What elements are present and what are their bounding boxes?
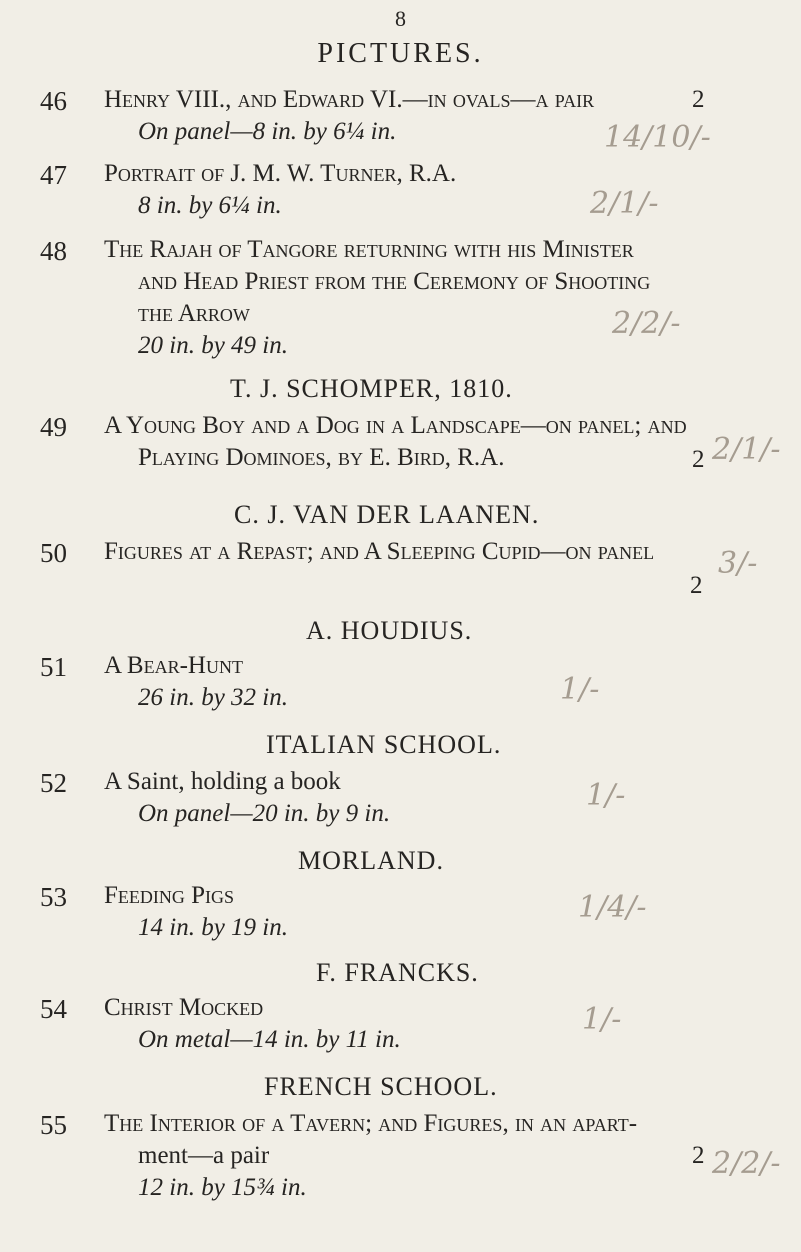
lot-title-cont: and Head Priest from the Ceremony of Shooting: [138, 268, 651, 295]
artist-heading: C. J. VAN DER LAANEN.: [234, 500, 540, 529]
lot-dimensions: On panel—20 in. by 9 in.: [138, 800, 391, 827]
pencil-annotation: 14/10/-: [604, 120, 711, 155]
lot-number: 55: [40, 1110, 67, 1140]
lot-number: 48: [40, 236, 67, 266]
lot-number: 52: [40, 768, 67, 798]
lot-title: The Interior of a Tavern; and Figures, in an apart-: [104, 1110, 638, 1137]
lot-title: The Rajah of Tangore returning with his Minister: [104, 236, 634, 263]
lot-title: Portrait of J. M. W. Turner, R.A.: [104, 160, 457, 187]
lot-title: Feeding Pigs: [104, 882, 235, 909]
lot-dimensions: 26 in. by 32 in.: [138, 684, 288, 711]
lot-number: 47: [40, 160, 67, 190]
lot-title: A Saint, holding a book: [104, 768, 341, 795]
pencil-annotation: 1/-: [560, 672, 600, 707]
pencil-annotation: 1/4/-: [578, 890, 647, 925]
lot-number: 51: [40, 652, 67, 682]
lot-title: [104, 86, 594, 114]
pencil-annotation: 1/-: [582, 1002, 622, 1037]
lot-number: 49: [40, 412, 67, 442]
lot-price: 2: [692, 1142, 705, 1169]
lot-dimensions: 12 in. by 15¾ in.: [138, 1174, 307, 1201]
lot-price: 2: [690, 572, 703, 599]
artist-heading: A. HOUDIUS.: [306, 616, 473, 645]
lot-title: A Young Boy and a Dog in a Landscape—on panel; and: [104, 412, 687, 439]
artist-heading: T. J. SCHOMPER, 1810.: [230, 374, 513, 403]
pencil-annotation: 2/2/-: [712, 1146, 781, 1181]
lot-price: 2: [692, 86, 705, 113]
lot-dimensions: 8 in. by 6¼ in.: [138, 192, 282, 219]
lot-number: 46: [40, 86, 67, 116]
pencil-annotation: 3/-: [718, 546, 758, 581]
school-heading: ITALIAN SCHOOL.: [266, 730, 502, 759]
lot-number: 54: [40, 994, 67, 1024]
pencil-annotation: 2/1/-: [712, 432, 781, 467]
pencil-annotation: 2/1/-: [590, 186, 659, 221]
lot-number: 50: [40, 538, 67, 568]
lot-price: 2: [692, 446, 705, 473]
pencil-annotation: 1/-: [586, 778, 626, 813]
title-text: Henry VIII., and Edward VI.—in ovals—a pair: [104, 86, 595, 113]
lot-dimensions: On metal—14 in. by 11 in.: [138, 1026, 401, 1053]
lot-dimensions: 14 in. by 19 in.: [138, 914, 288, 941]
pencil-annotation: 2/2/-: [612, 306, 681, 341]
school-heading: FRENCH SCHOOL.: [264, 1072, 498, 1101]
artist-heading: F. FRANCKS.: [316, 958, 479, 987]
lot-title: Figures at a Repast; and A Sleeping Cupid—on panel: [104, 538, 655, 565]
page-header: PICTURES.: [317, 38, 484, 69]
lot-number: 53: [40, 882, 67, 912]
lot-title-cont: ment—a pair: [138, 1142, 270, 1169]
lot-dimensions: 20 in. by 49 in.: [138, 332, 288, 359]
lot-title: Christ Mocked: [104, 994, 264, 1021]
page-number: 8: [395, 6, 406, 31]
artist-heading: MORLAND.: [298, 846, 444, 875]
lot-dimensions: On panel—8 in. by 6¼ in.: [138, 118, 397, 145]
lot-title-cont: the Arrow: [138, 300, 250, 327]
lot-title: A Bear-Hunt: [104, 652, 243, 679]
lot-title-cont: Playing Dominoes, by E. Bird, R.A.: [138, 444, 505, 471]
